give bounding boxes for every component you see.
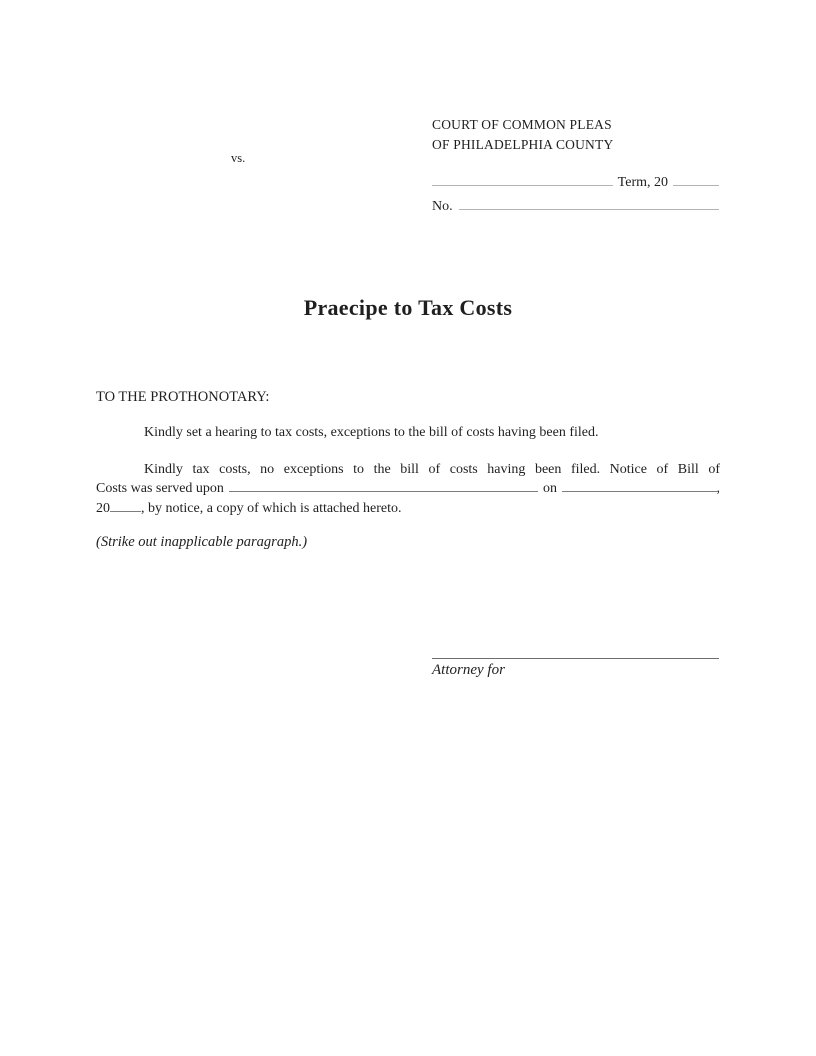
attorney-for-label: Attorney for bbox=[432, 662, 505, 678]
served-upon-label: Costs was served upon bbox=[96, 481, 224, 497]
court-caption bbox=[432, 115, 613, 155]
served-date-blank[interactable] bbox=[562, 490, 717, 492]
court-name-line1: COURT OF COMMON PLEAS bbox=[432, 117, 612, 132]
case-number-row bbox=[432, 200, 719, 214]
term-row bbox=[432, 176, 719, 190]
term-year-blank[interactable] bbox=[673, 184, 719, 186]
case-number-blank[interactable] bbox=[459, 208, 719, 210]
strike-out-note: (Strike out inapplicable paragraph.) bbox=[96, 534, 308, 550]
case-number-label: No. bbox=[432, 199, 453, 214]
year-prefix: 20 bbox=[96, 500, 110, 516]
attorney-signature-blank[interactable] bbox=[432, 644, 719, 659]
year-blank[interactable] bbox=[110, 510, 141, 512]
signature-block bbox=[432, 644, 719, 679]
paragraph-tax-line2 bbox=[96, 479, 720, 498]
document-title: Praecipe to Tax Costs bbox=[303, 295, 513, 320]
salutation: TO THE PROTHONOTARY: bbox=[96, 389, 270, 405]
paragraph-tax-line3 bbox=[96, 499, 720, 518]
term-field-blank[interactable] bbox=[432, 184, 613, 186]
court-name-line2: OF PHILADELPHIA COUNTY bbox=[432, 137, 614, 152]
line3-text: , by notice, a copy of which is attached hereto. bbox=[141, 500, 402, 516]
line2-trailing-comma: , bbox=[716, 481, 720, 497]
vs-label: vs. bbox=[231, 151, 246, 165]
served-on-label: on bbox=[542, 481, 557, 497]
served-upon-blank[interactable] bbox=[229, 490, 538, 492]
paragraph-tax-line1: Kindly tax costs, no exceptions to the bill of costs having been filed. Notice of Bill of bbox=[144, 462, 720, 477]
term-label: Term, 20 bbox=[617, 175, 668, 190]
paragraph-tax-costs bbox=[96, 460, 720, 518]
paragraph-hearing: Kindly set a hearing to tax costs, exceptions to the bill of costs having been filed. bbox=[144, 425, 599, 440]
